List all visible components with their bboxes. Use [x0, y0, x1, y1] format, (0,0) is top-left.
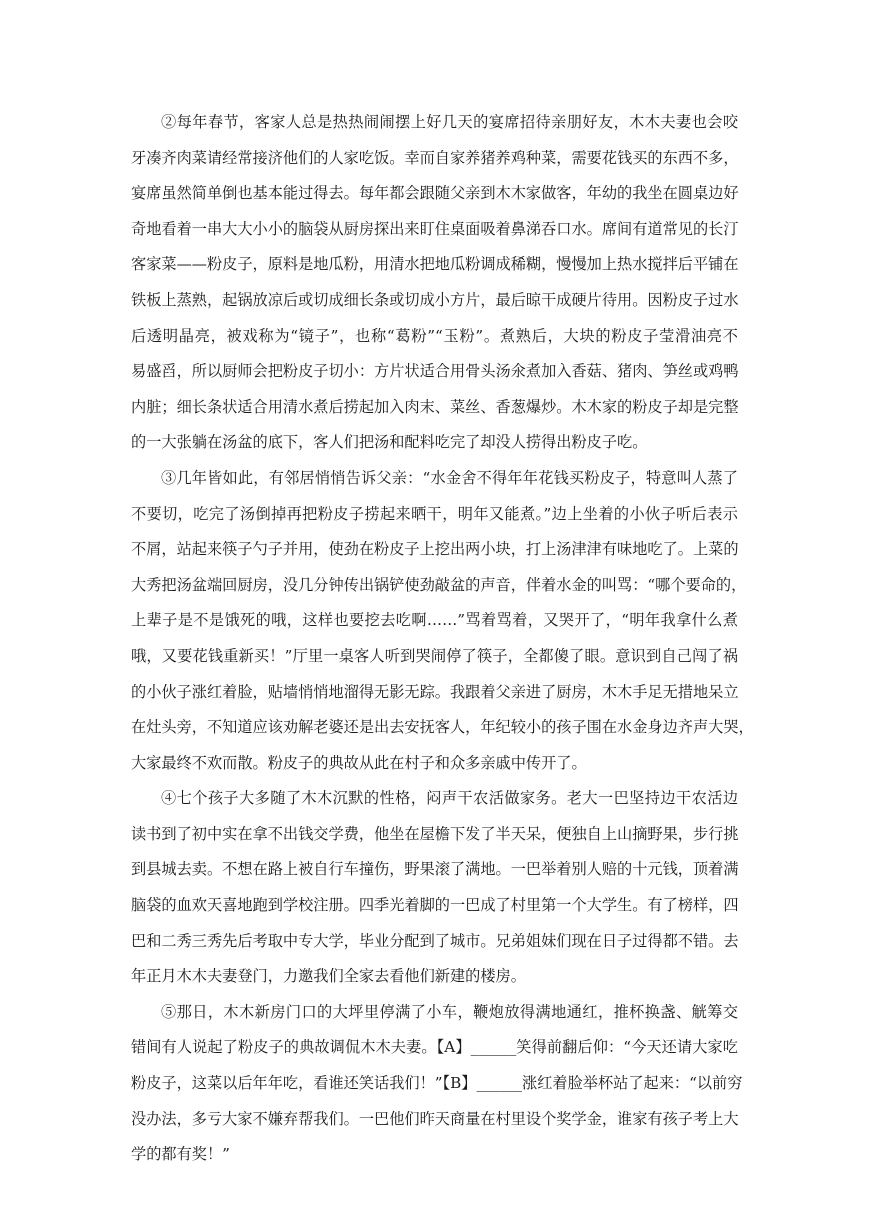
- paragraph-line: 的一大张躺在汤盆的底下，客人们把汤和配料吃完了却没人捞得出粉皮子吃。: [131, 433, 648, 452]
- paragraph-line: ④七个孩子大多随了木木沉默的性格，闷声干农活做家务。老大一巴坚持边干农活边: [161, 789, 738, 808]
- paragraph-line: 粉皮子，这菜以后年年吃，看谁还笑话我们！”【B】______涨红着脸举杯站了起来：“以前穷: [131, 1074, 743, 1093]
- story-text: [131, 105, 754, 1173]
- paragraph-line: 的小伙子涨红着脸，贴墙悄悄地溜得无影无踪。我跟着父亲进了厨房，木木手足无措地呆立: [131, 682, 739, 701]
- paragraph-line: 到县城去卖。不想在路上被自行车撞伤，野果滚了满地。一巴举着别人赔的十元钱，顶着满: [131, 860, 739, 879]
- paragraph-line: 大秀把汤盆端回厨房，没几分钟传出锅铲使劲敲盆的声音，伴着水金的叫骂：“哪个要命的，: [131, 575, 747, 594]
- paragraph-line: ⑤那日，木木新房门口的大坪里停满了小车，鞭炮放得满地通红，推杯换盏、觥筹交: [161, 1002, 738, 1021]
- paragraph-line: 年正月木木夫妻登门，力邀我们全家去看他们新建的楼房。: [131, 967, 526, 986]
- paragraph-3: [131, 461, 754, 781]
- paragraph-line: 不要切，吃完了汤倒掉再把粉皮子捞起来晒干，明年又能煮。”边上坐着的小伙子听后表示: [131, 504, 738, 523]
- paragraph-line: 奇地看着一串大大小小的脑袋从厨房探出来盯住桌面吸着鼻涕吞口水。席间有道常见的长汀: [131, 219, 739, 238]
- paragraph-line: 脑袋的血欢天喜地跑到学校注册。四季光着脚的一巴成了村里第一个大学生。有了榜样，四: [131, 896, 739, 915]
- paragraph-line: 易盛舀，所以厨师会把粉皮子切小：方片状适合用骨头汤氽煮加入香菇、猪肉、笋丝或鸡鸭: [131, 362, 739, 381]
- paragraph-line: 学的都有奖！”: [131, 1145, 230, 1164]
- paragraph-4: [131, 781, 738, 995]
- paragraph-line: 哦，又要花钱重新买！”厅里一桌客人听到哭闹停了筷子，全都傻了眼。意识到自己闯了祸: [131, 646, 738, 665]
- paragraph-line: 铁板上蒸熟，起锅放凉后或切成细长条或切成小方片，最后晾干成硬片待用。因粉皮子过水: [131, 290, 739, 309]
- paragraph-line: 不屑，站起来筷子勺子并用，使劲在粉皮子上挖出两小块，打上汤津津有味地吃了。上菜的: [131, 540, 739, 559]
- paragraph-line: 客家菜——粉皮子，原料是地瓜粉，用清水把地瓜粉调成稀糊，慢慢加上热水搅拌后平铺在: [131, 255, 739, 274]
- paragraph-line: ③几年皆如此，有邻居悄悄告诉父亲：“水金舍不得年年花钱买粉皮子，特意叫人蒸了: [161, 468, 738, 487]
- paragraph-line: 错间有人说起了粉皮子的典故调侃木木夫妻。【A】______笑得前翻后仰：“今天还请大家吃: [131, 1038, 738, 1057]
- paragraph-line: 牙凑齐肉菜请经常接济他们的人家吃饭。幸而自家养猪养鸡种菜，需要花钱买的东西不多，: [131, 148, 739, 167]
- paragraph-line: 在灶头旁，不知道应该劝解老婆还是出去安抚客人，年纪较小的孩子围在水金身边齐声大哭，: [131, 718, 754, 737]
- paragraph-line: 内脏；细长条状适合用清水煮后捞起加入肉末、菜丝、香葱爆炒。木木家的粉皮子却是完整: [131, 397, 739, 416]
- paragraph-5: [131, 995, 743, 1173]
- paragraph-line: 巴和二秀三秀先后考取中专大学，毕业分配到了城市。兄弟姐妹们现在日子过得都不错。去: [131, 931, 739, 950]
- paragraph-line: 没办法，多亏大家不嫌弃帮我们。一巴他们昨天商量在村里设个奖学金，谁家有孩子考上大: [131, 1109, 739, 1128]
- paragraph-line: ②每年春节，客家人总是热热闹闹摆上好几天的宴席招待亲朋好友，木木夫妻也会咬: [161, 113, 738, 131]
- paragraph-line: 上辈子是不是饿死的哦，这样也要挖去吃啊……”骂着骂着，又哭开了，“明年我拿什么煮: [131, 611, 738, 630]
- paragraph-line: 读书到了初中实在拿不出钱交学费，他坐在屋檐下发了半天呆，便独自上山摘野果，步行挑: [131, 824, 739, 843]
- paragraph-line: 后透明晶亮，被戏称为“镜子”，也称“葛粉”“玉粉”。煮熟后，大块的粉皮子莹滑油亮不: [131, 326, 738, 345]
- paragraph-2: [131, 105, 738, 461]
- paragraph-line: 大家最终不欢而散。粉皮子的典故从此在村子和众多亲戚中传开了。: [131, 753, 587, 772]
- paragraph-line: 宴席虽然简单倒也基本能过得去。每年都会跟随父亲到木木家做客，年幼的我坐在圆桌边好: [131, 184, 739, 203]
